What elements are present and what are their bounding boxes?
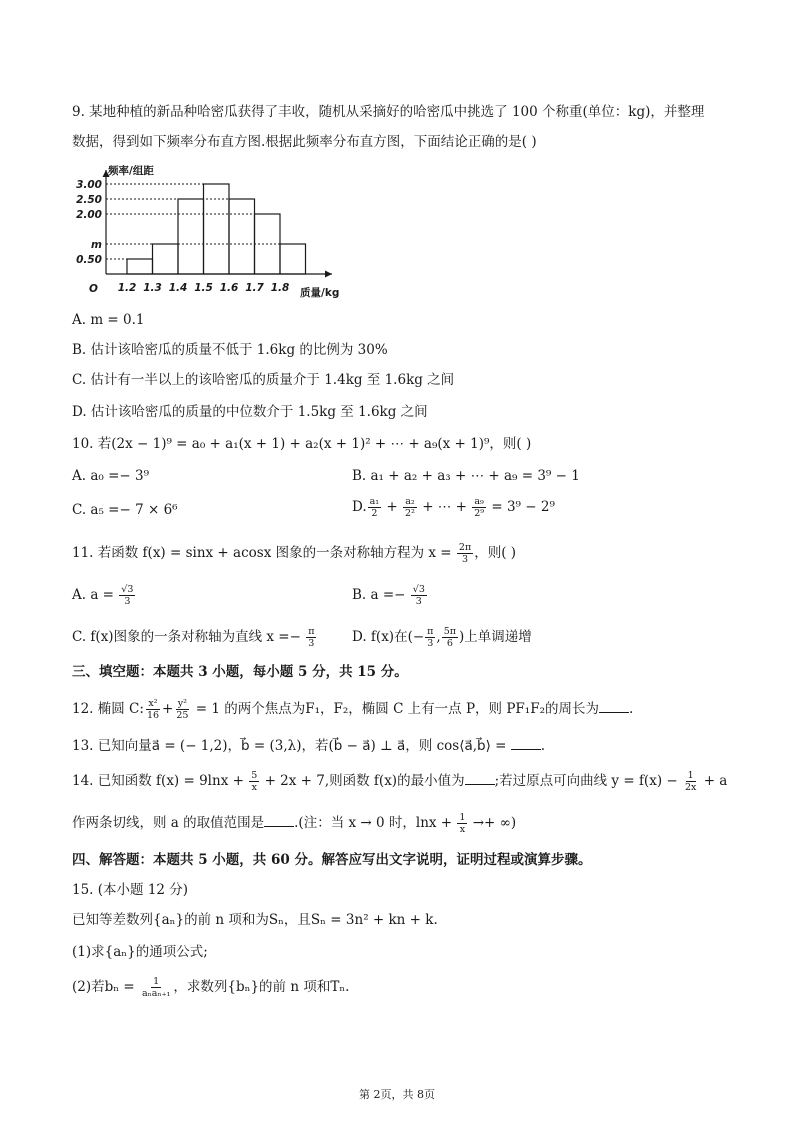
q9-stem-line2: 数据，得到如下频率分布直方图.根据此频率分布直方图，下面结论正确的是( ) <box>72 134 537 150</box>
x-tick-label: 1.5 <box>194 282 213 294</box>
q11-stem: 11. 若函数 f(x) = sinx + acosx 图象的一条对称轴方程为 x = $\frac{2\pi}{3}$ ，则( ) <box>72 542 517 565</box>
q9-option-d: D. 估计该哈密瓜的质量的中位数介于 1.5kg 至 1.6kg 之间 <box>72 404 428 420</box>
x-axis-label: 质量/kg <box>300 287 340 299</box>
q15-stem: 已知等差数列{aₙ}的前 n 项和为Sₙ，且Sₙ = 3n² + kn + k. <box>72 912 438 928</box>
histogram-bar <box>153 244 179 274</box>
histogram-bar <box>127 259 153 274</box>
histogram-bar <box>204 184 230 274</box>
q10-option-b: B. a₁ + a₂ + a₃ + ⋯ + a₉ = 3⁹ − 1 <box>352 468 580 484</box>
y-tick-label: 2.50 <box>76 194 102 206</box>
q14-line1: 14. 已知函数 f(x) = 9lnx + $\frac{5}{x}$ + 2x + 7,则函数 f(x)的最小值为 ;若过原点可向曲线 y = f(x) − $\frac{1}{2x}$ + a <box>72 770 728 793</box>
q11-option-d: D. f(x)在(− $\frac{\pi}{3}$ , $\frac{5\pi}{6}$ )上单调递增 <box>352 626 532 649</box>
q10-option-c: C. a₅ =− 7 × 6⁶ <box>72 502 178 518</box>
q10-d-frac3: $\frac{\text{a₉}}{\text{2⁹}}$ <box>474 496 485 519</box>
q13-answer-blank[interactable] <box>511 737 541 750</box>
x-tick-label: 1.3 <box>143 282 162 294</box>
y-tick-label: 3.00 <box>76 179 102 191</box>
histogram-bar <box>229 199 255 274</box>
q9-option-b: B. 估计该哈密瓜的质量不低于 1.6kg 的比例为 30% <box>72 342 388 358</box>
q12-answer-blank[interactable] <box>599 700 629 713</box>
q12: 12. 椭圆 C: $\frac{\text{x²}}{16}$ + $\frac{\text{y²}}{25}$ = 1 的两个焦点为F₁，F₂，椭圆 C 上有一点 P，则 PF₁F₂的周长为 . <box>72 698 634 721</box>
q11-stem-frac: $\frac{2\pi}{3}$ <box>458 542 472 565</box>
q15-part1: (1)求{aₙ}的通项公式; <box>72 944 208 960</box>
q10-option-d: D. $\frac{\text{a₁}}{2}$ + $\frac{\text{a₂}}{\text{2²}}$ + ⋯ + $\frac{\text{a₉}}{\text{2⁹}}$ = 3⁹ − 2⁹ <box>352 496 555 519</box>
q11-option-b: B. a =− $\frac{√3}{3}$ <box>352 584 425 607</box>
q13: 13. 已知向量a⃗ = (− 1,2)，b⃗ = (3,λ)，若(b⃗ − a⃗) ⊥ a⃗，则 cos⟨a⃗,b⃗⟩ = . <box>72 738 546 754</box>
q9-option-a: A. m = 0.1 <box>72 312 145 328</box>
q14-answer-blank-1[interactable] <box>465 772 495 785</box>
histogram-bar <box>280 244 306 274</box>
origin-label: O <box>89 283 98 295</box>
q14-line2: 作两条切线，则 a 的取值范围是 .(注：当 x → 0 时，lnx + $\frac{1}{x}$ →+ ∞) <box>72 812 517 835</box>
q11-option-a: A. a = $\frac{√3}{3}$ <box>72 584 134 607</box>
q9-stem-line1: 9. 某地种植的新品种哈密瓜获得了丰收，随机从采摘好的哈密瓜中挑选了 100 个称重(单位：kg)，并整理 <box>72 104 705 120</box>
q10-d-prefix: D. <box>352 499 367 515</box>
q15-header: 15. (本小题 12 分) <box>72 882 189 898</box>
histogram-bar <box>178 199 204 274</box>
q10-d-frac1: $\frac{\text{a₁}}{2}$ <box>369 496 380 519</box>
q10-stem: 10. 若(2x − 1)⁹ = a₀ + a₁(x + 1) + a₂(x + 1)² + ⋯ + a₉(x + 1)⁹，则( ) <box>72 436 532 452</box>
histogram-chart <box>72 164 362 304</box>
section-4-heading: 四、解答题：本题共 5 小题，共 60 分。解答应写出文字说明，证明过程或演算步骤。 <box>72 852 592 868</box>
q9-option-c: C. 估计有一半以上的该哈密瓜的质量介于 1.4kg 至 1.6kg 之间 <box>72 372 455 388</box>
q11-option-c: C. f(x)图象的一条对称轴为直线 x =− $\frac{\pi}{3}$ <box>72 626 315 649</box>
q10-d-frac2: $\frac{\text{a₂}}{\text{2²}}$ <box>405 496 415 519</box>
x-tick-label: 1.8 <box>270 282 290 294</box>
y-tick-label: 2.00 <box>76 209 102 221</box>
y-tick-label: 0.50 <box>76 254 102 266</box>
x-tick-label: 1.7 <box>245 282 264 294</box>
x-tick-label: 1.2 <box>117 282 137 294</box>
x-tick-label: 1.4 <box>168 282 188 294</box>
section-3-heading: 三、填空题：本题共 3 小题，每小题 5 分，共 15 分。 <box>72 664 408 680</box>
x-tick-label: 1.6 <box>219 282 239 294</box>
y-tick-label: m <box>91 239 102 251</box>
page-footer: 第 2页，共 8页 <box>359 1088 435 1101</box>
q14-answer-blank-2[interactable] <box>264 814 294 827</box>
q15-part2: (2)若bₙ = $\frac{1}{\text{aₙaₙ₊₁}}$ ，求数列{bₙ}的前 n 项和Tₙ. <box>72 976 350 999</box>
q10-option-a: A. a₀ =− 3⁹ <box>72 468 149 484</box>
chart-title: 频率/组距 <box>108 165 154 177</box>
